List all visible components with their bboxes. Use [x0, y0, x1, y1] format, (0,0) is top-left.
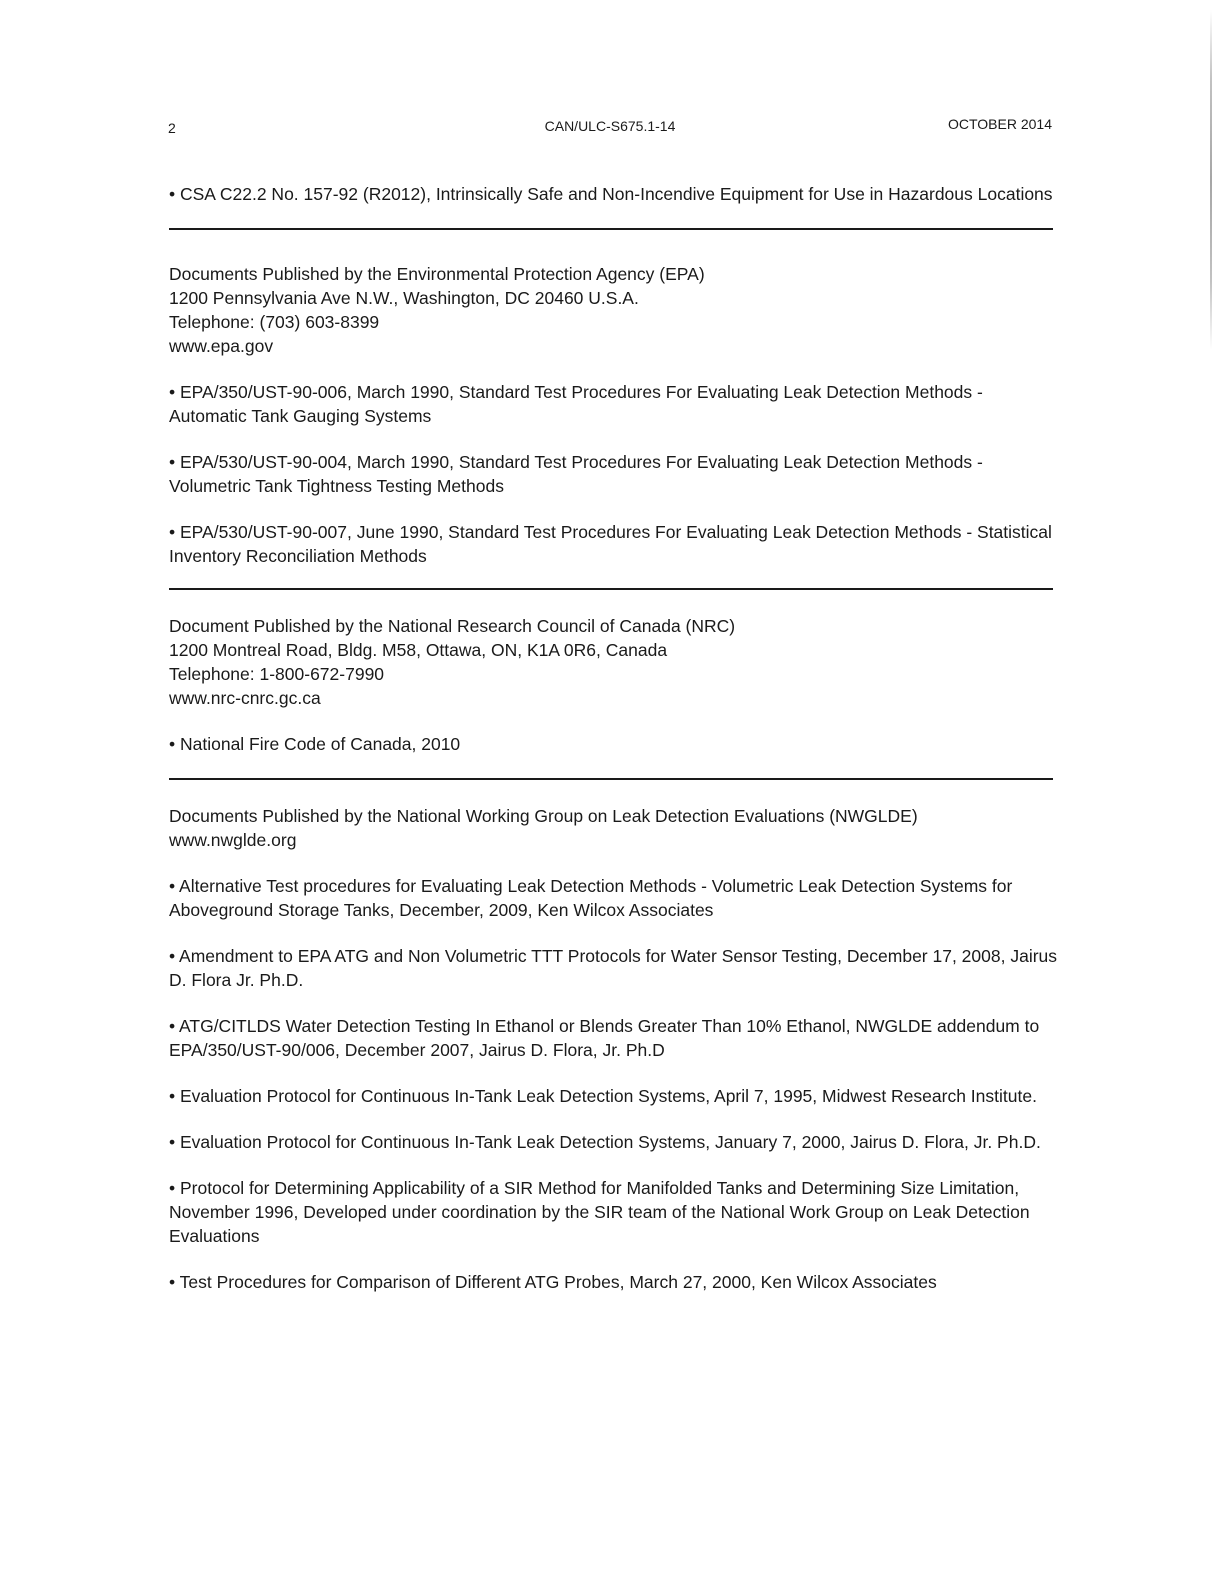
reference-item: • EPA/530/UST-90-007, June 1990, Standard Test Procedures For Evaluating Leak Detection Methods - Statistical Inventory Reconciliation Methods [169, 522, 1052, 566]
reference-item: • Amendment to EPA ATG and Non Volumetric TTT Protocols for Water Sensor Testing, December 17, 2008, Jairus D. Flora Jr. Ph.D. [169, 946, 1058, 990]
scan-edge-mark [1210, 10, 1212, 350]
reference-item: • CSA C22.2 No. 157-92 (R2012), Intrinsically Safe and Non-Incendive Equipment for Use in Hazardous Locations [169, 184, 1053, 204]
publisher-address: 1200 Montreal Road, Bldg. M58, Ottawa, ON, K1A 0R6, Canada [169, 640, 668, 660]
reference-item: • Protocol for Determining Applicability of a SIR Method for Manifolded Tanks and Determining Size Limitation, November 1996, Developed under coordination by the SIR team of the National Work Group on Leak Detection Evaluations [169, 1178, 1030, 1246]
publisher-title: Documents Published by the National Working Group on Leak Detection Evaluations (NWGLDE) [169, 806, 918, 826]
publisher-title: Documents Published by the Environmental Protection Agency (EPA) [169, 264, 705, 284]
publisher-website: www.epa.gov [169, 336, 274, 356]
reference-item: • EPA/350/UST-90-006, March 1990, Standard Test Procedures For Evaluating Leak Detection Methods - Automatic Tank Gauging Systems [169, 382, 983, 426]
publication-date: OCTOBER 2014 [947, 116, 1052, 132]
publisher-telephone: Telephone: 1-800-672-7990 [169, 664, 385, 684]
reference-item: • ATG/CITLDS Water Detection Testing In Ethanol or Blends Greater Than 10% Ethanol, NWGLDE addendum to EPA/350/UST-90/006, December 2007, Jairus D. Flora, Jr. Ph.D [169, 1016, 1040, 1060]
reference-item: • Evaluation Protocol for Continuous In-Tank Leak Detection Systems, January 7, 2000, Jairus D. Flora, Jr. Ph.D. [169, 1132, 1041, 1152]
publisher-telephone: Telephone: (703) 603-8399 [169, 312, 380, 332]
page-number: 2 [168, 120, 176, 136]
reference-item: • EPA/530/UST-90-004, March 1990, Standard Test Procedures For Evaluating Leak Detection Methods - Volumetric Tank Tightness Testing Methods [169, 452, 983, 496]
reference-item: • National Fire Code of Canada, 2010 [169, 734, 461, 754]
publisher-block-nrc [169, 614, 1059, 710]
publisher-block-epa [169, 262, 1059, 358]
publisher-website: www.nwglde.org [169, 830, 297, 850]
reference-item: • Evaluation Protocol for Continuous In-Tank Leak Detection Systems, April 7, 1995, Midwest Research Institute. [169, 1086, 1037, 1106]
references-list [169, 182, 1059, 1316]
page-header [168, 116, 1052, 138]
publisher-block-nwglde [169, 804, 1059, 852]
publisher-title: Document Published by the National Research Council of Canada (NRC) [169, 616, 736, 636]
publisher-website: www.nrc-cnrc.gc.ca [169, 688, 321, 708]
standard-code: CAN/ULC-S675.1-14 [544, 118, 676, 134]
publisher-address: 1200 Pennsylvania Ave N.W., Washington, DC 20460 U.S.A. [169, 288, 639, 308]
reference-item: • Alternative Test procedures for Evaluating Leak Detection Methods - Volumetric Leak Detection Systems for Aboveground Storage Tanks, December, 2009, Ken Wilcox Associates [169, 876, 1013, 920]
reference-item: • Test Procedures for Comparison of Different ATG Probes, March 27, 2000, Ken Wilcox Associates [169, 1272, 937, 1292]
